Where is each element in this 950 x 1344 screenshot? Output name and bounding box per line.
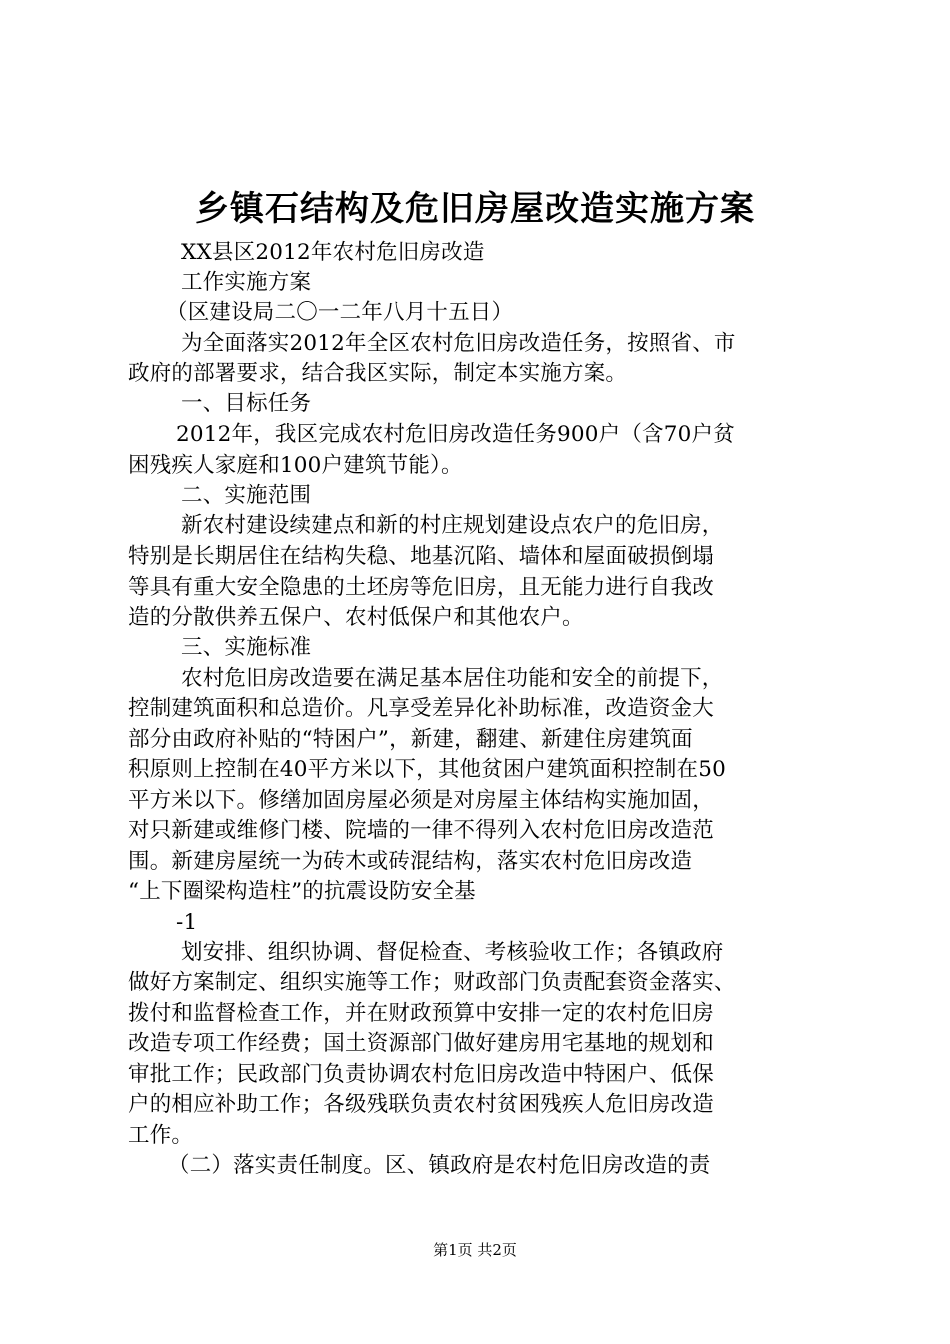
paragraph-line: 2012年，我区完成农村危旧房改造任务900户（含70户贫 bbox=[176, 422, 735, 447]
section-heading: 二、实施范围 bbox=[181, 483, 312, 508]
paragraph-line: 农村危旧房改造要在满足基本居住功能和安全的前提下， bbox=[181, 666, 724, 691]
page-footer: 第1页 共2页 bbox=[433, 1241, 517, 1259]
paragraph-line: 部分由政府补贴的“特困户”，新建，翻建、新建住房建筑面 bbox=[128, 727, 693, 752]
section-heading: 三、实施标准 bbox=[181, 635, 312, 660]
paragraph-line: 拨付和监督检查工作，并在财政预算中安排一定的农村危旧房 bbox=[128, 1001, 714, 1026]
paragraph-line: 造的分散供养五保户、农村低保户和其他农户。 bbox=[128, 605, 584, 630]
paragraph-line: 困残疾人家庭和100户建筑节能）。 bbox=[128, 453, 463, 478]
paragraph-line: 划安排、组织协调、督促检查、考核验收工作；各镇政府 bbox=[181, 940, 724, 965]
paragraph-line: 政府的部署要求，结合我区实际，制定本实施方案。 bbox=[128, 361, 628, 386]
document-title: 乡镇石结构及危旧房屋改造实施方案 bbox=[195, 189, 755, 229]
paragraph-line: 工作。 bbox=[128, 1123, 194, 1148]
text-line: 工作实施方案 bbox=[181, 270, 312, 295]
section-heading: 一、目标任务 bbox=[181, 391, 312, 416]
paragraph-line: 改造专项工作经费；国土资源部门做好建房用宅基地的规划和 bbox=[128, 1031, 714, 1056]
paragraph-line: （二）落实责任制度。区、镇政府是农村危旧房改造的责 bbox=[168, 1153, 711, 1178]
paragraph-line: 围。新建房屋统一为砖木或砖混结构，落实农村危旧房改造 bbox=[128, 849, 693, 874]
text-line: （区建设局二〇一二年八月十五日） bbox=[166, 300, 514, 325]
text-line: XX县区2012年农村危旧房改造 bbox=[181, 240, 485, 265]
paragraph-line: “上下圈梁构造柱”的抗震设防安全基 bbox=[128, 879, 476, 904]
paragraph-line: 积原则上控制在40平方米以下，其他贫困户建筑面积控制在50 bbox=[128, 757, 727, 782]
paragraph-line: 控制建筑面积和总造价。凡享受差异化补助标准，改造资金大 bbox=[128, 696, 714, 721]
paragraph-line: 户的相应补助工作；各级残联负责农村贫困残疾人危旧房改造 bbox=[128, 1092, 714, 1117]
paragraph-line: 特别是长期居住在结构失稳、地基沉陷、墙体和屋面破损倒塌 bbox=[128, 544, 714, 569]
paragraph-line: 新农村建设续建点和新的村庄规划建设点农户的危旧房， bbox=[181, 513, 724, 538]
paragraph-line: 对只新建或维修门楼、院墙的一律不得列入农村危旧房改造范 bbox=[128, 818, 714, 843]
paragraph-line: 等具有重大安全隐患的土坯房等危旧房，且无能力进行自我改 bbox=[128, 575, 714, 600]
paragraph-line: 为全面落实2012年全区农村危旧房改造任务，按照省、市 bbox=[181, 331, 736, 356]
inline-page-number: -1 bbox=[176, 910, 198, 935]
paragraph-line: 平方米以下。修缮加固房屋必须是对房屋主体结构实施加固， bbox=[128, 788, 714, 813]
paragraph-line: 审批工作；民政部门负责协调农村危旧房改造中特困户、低保 bbox=[128, 1062, 714, 1087]
paragraph-line: 做好方案制定、组织实施等工作；财政部门负责配套资金落实、 bbox=[128, 970, 736, 995]
